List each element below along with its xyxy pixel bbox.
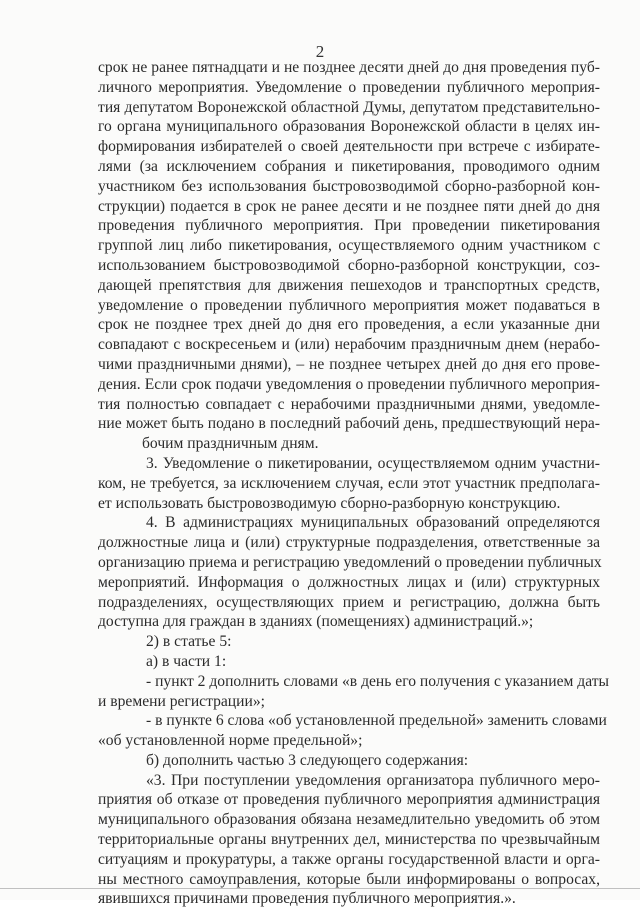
item-6-line: - в пункте 6 слова «об установленной предельной» заменить словами bbox=[146, 712, 607, 730]
text-line: группой лиц либо пикетирования, осуществляемого одним участником с bbox=[98, 237, 600, 255]
text-line: подразделениях, осуществляющих прием и регистрацию, должна быть bbox=[98, 593, 600, 611]
text-line: тия депутатом Воронежской областной Думы, депутатом представительно- bbox=[98, 98, 600, 116]
text-line: приятия об отказе от проведения публичного мероприятия администрация bbox=[98, 791, 600, 809]
text-line: личного мероприятия. Уведомление о проведении публичного мероприя- bbox=[98, 78, 600, 96]
item-2-line: - пункт 2 дополнить словами «в день его получения с указанием даты bbox=[146, 672, 610, 690]
text-line: ние может быть подано в последний рабочий день, предшествующий нера- bbox=[98, 415, 600, 433]
quote-3-line: «3. При поступлении уведомления организатора публичного меро- bbox=[146, 771, 600, 789]
part-3-line: б) дополнить частью 3 следующего содержания: bbox=[146, 751, 469, 769]
text-line: использованием быстровозводимой сборно-разборной конструкции, соз- bbox=[98, 256, 600, 274]
text-line: муниципального образования обязана незамедлительно уведомить об этом bbox=[98, 811, 600, 829]
text-line: лями (за исключением собрания и пикетирования, проводимого одним bbox=[98, 157, 600, 175]
text-line: ны местного самоуправления, которые были информированы о вопросах, bbox=[98, 870, 600, 888]
text-line: струкции) подается в срок не ранее десяти и не позднее пяти дней до дня bbox=[98, 197, 600, 215]
text-line: участником без использования быстровозводимой сборно-разборной кон- bbox=[98, 177, 600, 195]
text-line: формирования избирателей о своей деятельности при встрече с избирате- bbox=[98, 138, 600, 156]
text-line: бочим праздничным дням. bbox=[142, 435, 319, 453]
text-line: мероприятий. Информация о должностных лицах и (или) структурных bbox=[98, 573, 600, 591]
article-5-line: 2) в статье 5: bbox=[146, 633, 232, 651]
text-line: организацию приема и регистрацию уведомлений о проведении публичных bbox=[98, 553, 602, 571]
text-line: доступна для граждан в зданиях (помещениях) администраций.»; bbox=[98, 613, 534, 631]
paragraph-3-line: 3. Уведомление о пикетировании, осуществляемом одним участни- bbox=[146, 454, 600, 472]
text-line: чими праздничными днями), – не позднее четырех дней до дня его прове- bbox=[98, 355, 600, 373]
page-number: 2 bbox=[315, 42, 325, 61]
text-line: территориальные органы внутренних дел, министерства по чрезвычайным bbox=[98, 831, 600, 849]
text-line: дения. Если срок подачи уведомления о проведении публичного мероприя- bbox=[98, 375, 600, 393]
text-line: срок не ранее пятнадцати и не позднее десяти дней до дня проведения пуб- bbox=[98, 59, 600, 76]
text-line: уведомление о проведении публичного мероприятия может подаваться в bbox=[98, 296, 600, 314]
text-line: и времени регистрации»; bbox=[98, 692, 265, 710]
text-line: явившихся причинами проведения публичного мероприятия.». bbox=[98, 890, 516, 908]
body-text bbox=[98, 58, 610, 909]
text-line: срок не позднее трех дней до дня его проведения, а если указанные дни bbox=[98, 316, 600, 334]
text-line: должностные лица и (или) структурные подразделения, ответственные за bbox=[98, 534, 600, 552]
text-line: проведения публичного мероприятия. При проведении пикетирования bbox=[98, 217, 600, 235]
text-line: дающей препятствия для движения пешеходов и транспортных средств, bbox=[98, 276, 600, 294]
text-line: ет использовать быстровозводимую сборно-разборную конструкцию. bbox=[98, 494, 561, 512]
text-line: совпадают с воскресеньем и (или) нерабочим праздничным днем (нерабо- bbox=[98, 336, 600, 354]
paragraph-4-line: 4. В администрациях муниципальных образований определяются bbox=[146, 514, 600, 532]
scan-edge-line bbox=[0, 888, 640, 889]
part-1-line: а) в части 1: bbox=[146, 652, 227, 670]
text-line: «об установленной норме предельной»; bbox=[98, 732, 363, 750]
text-line: ситуациям и прокуратуры, а также органы государственной власти и орга- bbox=[98, 850, 600, 868]
text-line: го органа муниципального образования Воронежской области в целях ин- bbox=[98, 118, 600, 136]
text-line: ком, не требуется, за исключением случая, если этот участник предполага- bbox=[98, 474, 600, 492]
text-line: тия полностью совпадает с нерабочими праздничными днями, уведомле- bbox=[98, 395, 600, 413]
